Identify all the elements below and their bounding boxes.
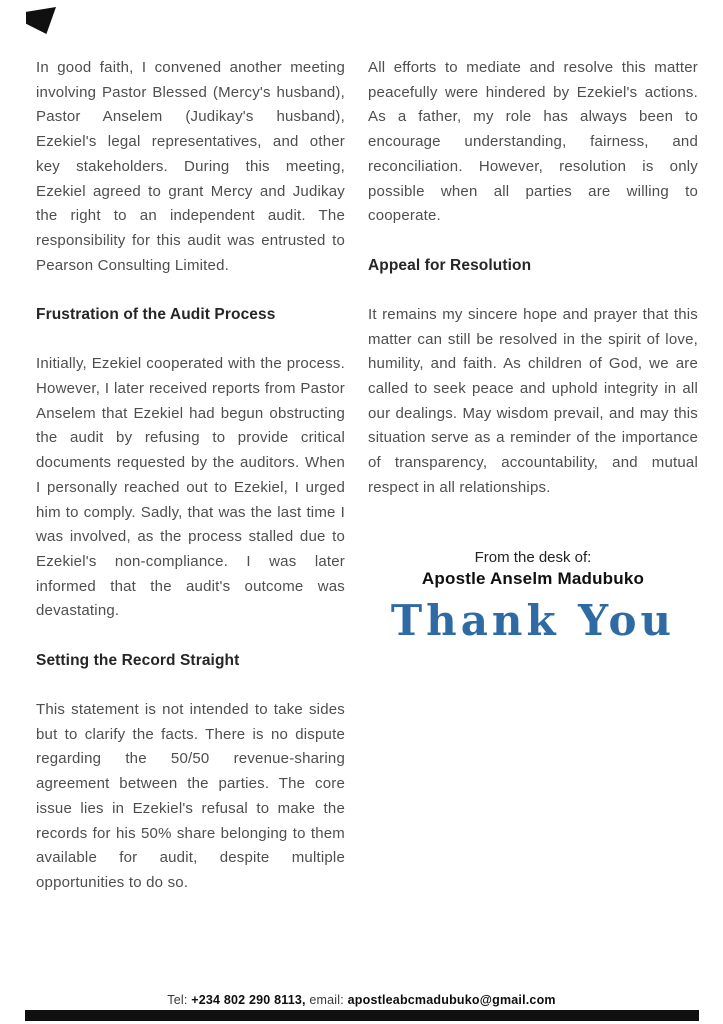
- page-footer: [0, 993, 723, 1007]
- top-left-corner-decoration: [26, 7, 56, 34]
- from-desk-label: From the desk of:: [474, 548, 592, 566]
- document-body: [36, 56, 698, 924]
- thank-you-text: Thank You: [390, 595, 676, 645]
- author-name: Apostle Anselm Madubuko: [421, 568, 645, 588]
- paragraph-good-faith: In good faith, I convened another meeting involving Pastor Blessed (Mercy's husband), Pastor Anselem (Judikay's husband), Ezekiel's legal representatives, and other key stakeholders. During this meeting, Ezekiel agreed to grant Mercy and Judikay the right to an independent audit. The responsibility for this audit was entrusted to Pearson Consulting Limited.: [36, 59, 345, 274]
- heading-setting-record: Setting the Record Straight: [36, 652, 240, 670]
- bottom-bar-decoration: [25, 1010, 699, 1021]
- email-label: email:: [309, 993, 344, 1007]
- left-column: [36, 56, 345, 924]
- heading-frustration-audit: Frustration of the Audit Process: [36, 306, 276, 324]
- paragraph-audit-obstruction: Initially, Ezekiel cooperated with the process. However, I later received reports from Pastor Anselem that Ezekiel had begun obstructing the audit by refusing to provide critical documents requested by the auditors. When I personally reached out to Ezekiel, I urged him to comply. Sadly, that was the last time I was involved, as the process stalled due to Ezekiel's non-compliance. I was later informed that the audit's outcome was devastating.: [36, 355, 345, 620]
- heading-appeal-resolution: Appeal for Resolution: [368, 256, 532, 274]
- paragraph-hope-prayer: It remains my sincere hope and prayer that this matter can still be resolved in the spirit of love, humility, and faith. As children of God, we are called to seek peace and uphold integrity in all our dealings. May wisdom prevail, and may this situation serve as a reminder of the importance of transparency, accountability, and mutual respect in all relationships.: [368, 305, 698, 496]
- paragraph-mediation-efforts: All efforts to mediate and resolve this matter peacefully were hindered by Ezekiel's actions. As a father, my role has always been to encourage understanding, fairness, and reconciliation. However, resolution is only possible when all parties are willing to cooperate.: [368, 59, 698, 225]
- email-address: apostleabcmadubuko@gmail.com: [347, 993, 556, 1007]
- paragraph-clarify-facts: This statement is not intended to take sides but to clarify the facts. There is no dispute regarding the 50/50 revenue-sharing agreement between the parties. The core issue lies in Ezekiel's refusal to make the records for his 50% share belonging to them available for audit, despite multiple opportunities to do so.: [36, 701, 345, 891]
- tel-label: Tel:: [167, 993, 188, 1007]
- tel-number: +234 802 290 8113,: [191, 993, 306, 1007]
- right-column: [368, 56, 698, 924]
- signature-block: [368, 549, 698, 644]
